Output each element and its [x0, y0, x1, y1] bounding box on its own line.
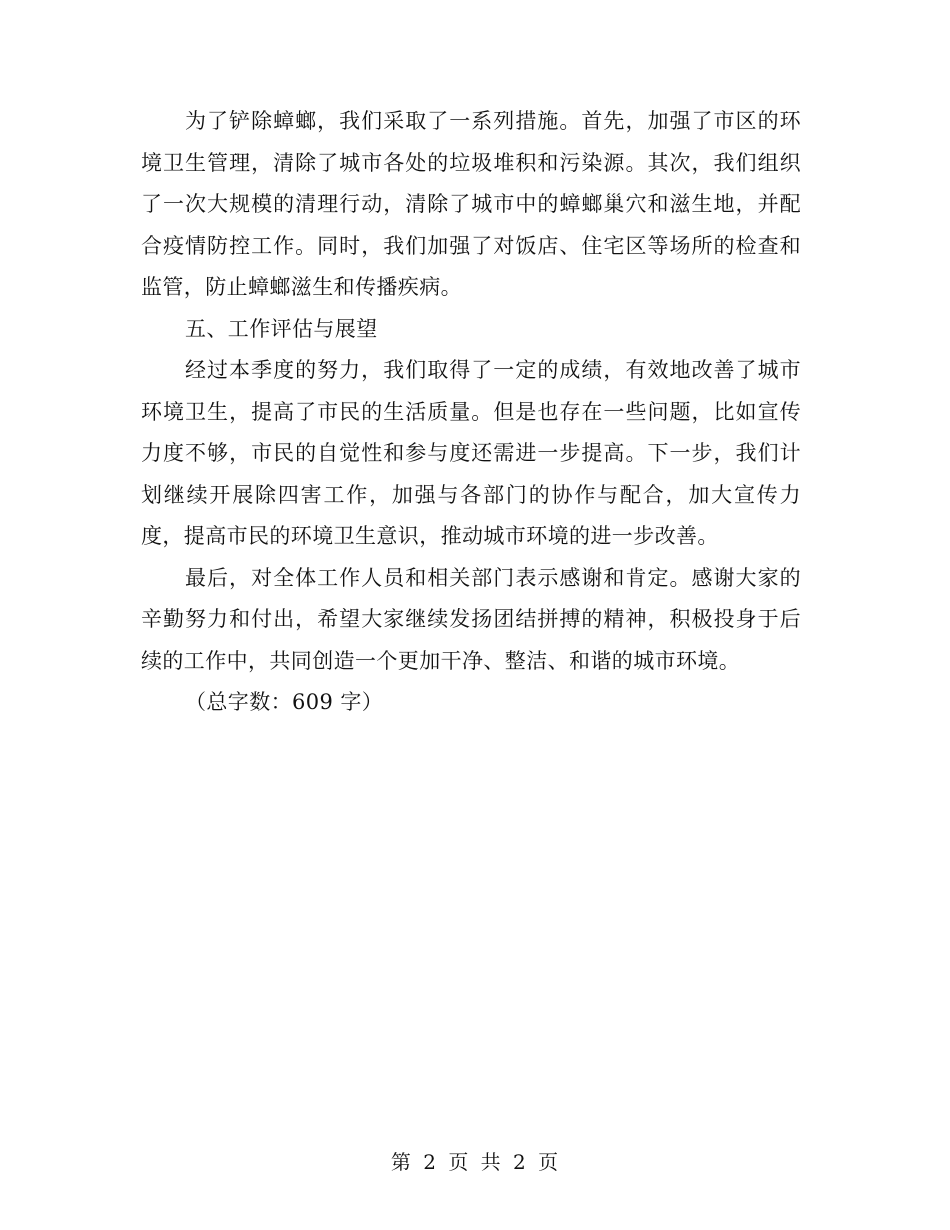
paragraph-cockroach-measures: 为了铲除蟑螂，我们采取了一系列措施。首先，加强了市区的环境卫生管理，清除了城市各处的垃圾堆积和污染源。其次，我们组织了一次大规模的清理行动，清除了城市中的蟑螂巢穴和滋生地，并配合疫情防控工作。同时，我们加强了对饭店、住宅区等场所的检查和监管，防止蟑螂滋生和传播疾病。: [141, 109, 801, 299]
page-footer: 第 2 页 共 2 页: [390, 1150, 560, 1174]
section-heading-evaluation: 五、工作评估与展望: [185, 316, 378, 341]
document-body: [141, 101, 801, 724]
paragraph-evaluation: 经过本季度的努力，我们取得了一定的成绩，有效地改善了城市环境卫生，提高了市民的生活质量。但是也存在一些问题，比如宣传力度不够，市民的自觉性和参与度还需进一步提高。下一步，我们计划继续开展除四害工作，加强与各部门的协作与配合，加大宣传力度，提高市民的环境卫生意识，推动城市环境的进一步改善。: [141, 358, 801, 548]
paragraph-thanks: 最后，对全体工作人员和相关部门表示感谢和肯定。感谢大家的辛勤努力和付出，希望大家继续发扬团结拼搏的精神，积极投身于后续的工作中，共同创造一个更加干净、整洁、和谐的城市环境。: [141, 565, 801, 673]
word-count: （总字数：609 字）: [185, 690, 384, 714]
